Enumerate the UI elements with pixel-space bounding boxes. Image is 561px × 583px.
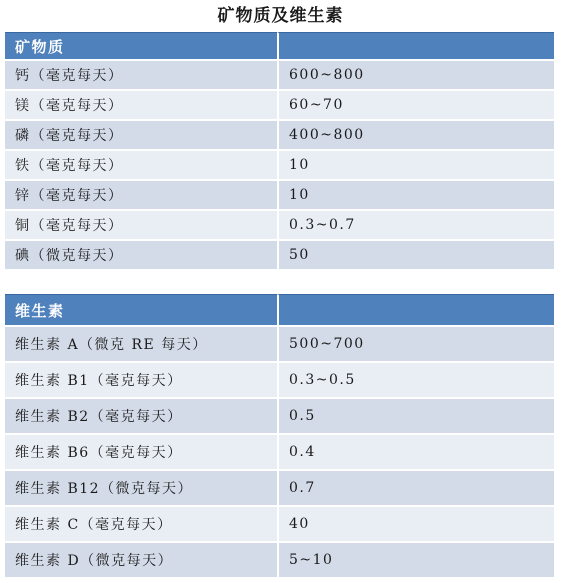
nutrient-name: 铁（毫克每天） bbox=[5, 151, 277, 179]
vitamins-header-label: 维生素 bbox=[5, 294, 277, 325]
table-row bbox=[5, 327, 554, 361]
table-row bbox=[5, 91, 554, 119]
nutrient-amount: 500~700 bbox=[277, 327, 554, 361]
minerals-header-row bbox=[5, 32, 554, 59]
nutrient-name: 锌（毫克每天） bbox=[5, 181, 277, 209]
nutrient-amount: 10 bbox=[277, 151, 554, 179]
nutrient-amount: 0.5 bbox=[277, 399, 554, 433]
nutrient-amount: 0.3~0.7 bbox=[277, 211, 554, 239]
nutrient-name: 钙（毫克每天） bbox=[5, 61, 277, 89]
minerals-header-label: 矿物质 bbox=[5, 32, 277, 59]
table-row bbox=[5, 399, 554, 433]
table-row bbox=[5, 211, 554, 239]
nutrient-name: 维生素 B12（微克每天） bbox=[5, 471, 277, 505]
table-row bbox=[5, 121, 554, 149]
table-row bbox=[5, 435, 554, 469]
vitamins-header-value bbox=[277, 294, 554, 325]
table-row bbox=[5, 61, 554, 89]
page-title: 矿物质及维生素 bbox=[217, 6, 344, 26]
table-row bbox=[5, 151, 554, 179]
nutrient-name: 铜（毫克每天） bbox=[5, 211, 277, 239]
table-row bbox=[5, 543, 554, 577]
nutrient-amount: 0.3~0.5 bbox=[277, 363, 554, 397]
table-row bbox=[5, 363, 554, 397]
nutrient-name: 维生素 A（微克 RE 每天） bbox=[5, 327, 277, 361]
minerals-header-value bbox=[277, 32, 554, 59]
nutrient-name: 镁（毫克每天） bbox=[5, 91, 277, 119]
minerals-table bbox=[5, 30, 554, 271]
table-row bbox=[5, 507, 554, 541]
vitamins-header-row bbox=[5, 294, 554, 325]
nutrient-name: 维生素 B6（毫克每天） bbox=[5, 435, 277, 469]
nutrient-name: 维生素 C（毫克每天） bbox=[5, 507, 277, 541]
nutrient-amount: 60~70 bbox=[277, 91, 554, 119]
nutrient-amount: 0.4 bbox=[277, 435, 554, 469]
nutrient-amount: 50 bbox=[277, 241, 554, 269]
nutrient-amount: 400~800 bbox=[277, 121, 554, 149]
nutrient-name: 维生素 B1（毫克每天） bbox=[5, 363, 277, 397]
nutrient-name: 维生素 B2（毫克每天） bbox=[5, 399, 277, 433]
table-row bbox=[5, 471, 554, 505]
table-row bbox=[5, 241, 554, 269]
table-row bbox=[5, 181, 554, 209]
nutrient-amount: 40 bbox=[277, 507, 554, 541]
vitamins-table bbox=[5, 292, 554, 579]
nutrient-name: 碘（微克每天） bbox=[5, 241, 277, 269]
nutrient-amount: 10 bbox=[277, 181, 554, 209]
nutrient-name: 磷（毫克每天） bbox=[5, 121, 277, 149]
nutrient-amount: 600~800 bbox=[277, 61, 554, 89]
nutrient-name: 维生素 D（微克每天） bbox=[5, 543, 277, 577]
nutrient-amount: 0.7 bbox=[277, 471, 554, 505]
nutrient-amount: 5~10 bbox=[277, 543, 554, 577]
